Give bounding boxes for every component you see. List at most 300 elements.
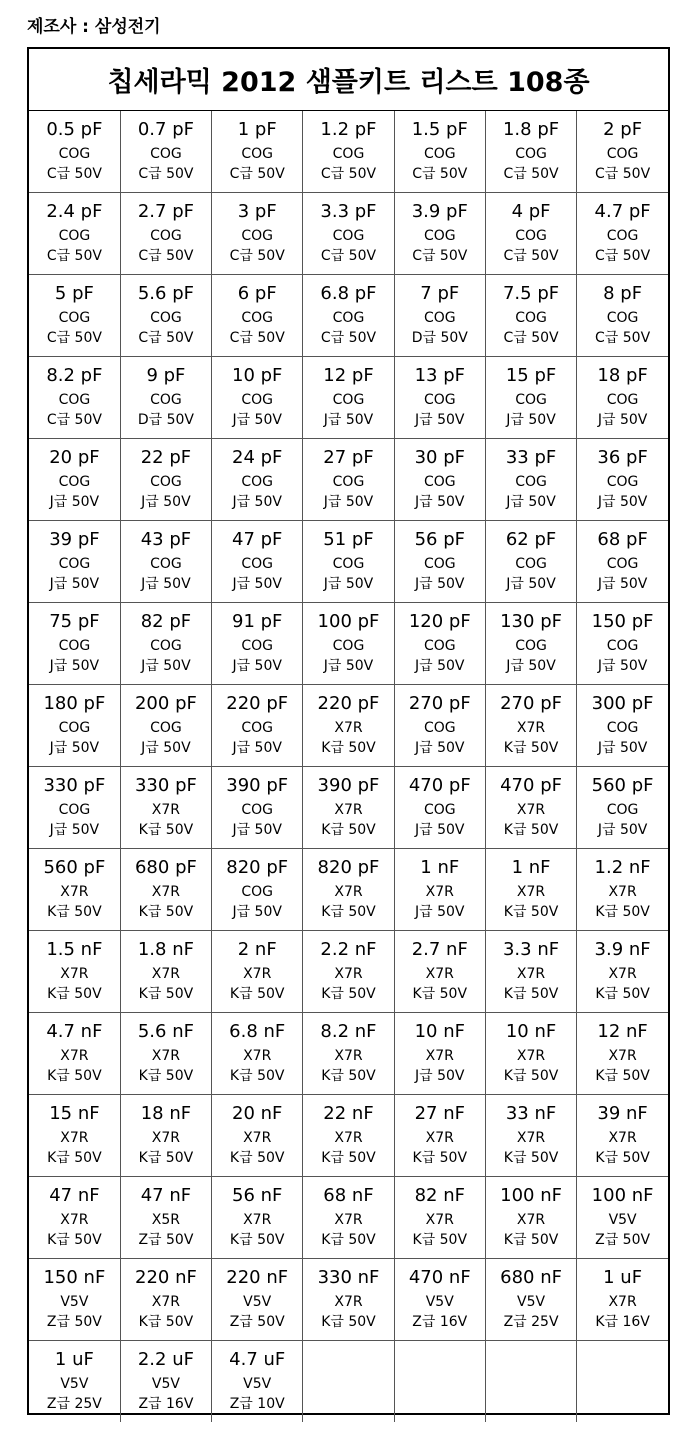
capacitance-value: 20 pF: [49, 447, 100, 468]
capacitor-cell: [303, 521, 394, 603]
capacitor-cell: [29, 603, 120, 685]
dielectric-type: X7R: [608, 884, 637, 900]
tolerance-voltage: K급 50V: [503, 986, 559, 1002]
capacitance-value: 56 nF: [232, 1185, 283, 1206]
tolerance-voltage: K급 50V: [138, 1068, 194, 1084]
capacitance-value: 82 pF: [140, 611, 192, 632]
tolerance-voltage: Z급 25V: [46, 1396, 102, 1412]
capacitor-cell: [303, 849, 394, 931]
dielectric-type: COG: [606, 228, 639, 244]
tolerance-voltage: J급 50V: [415, 412, 465, 428]
tolerance-voltage: K급 50V: [321, 1314, 376, 1330]
dielectric-type: COG: [515, 310, 547, 326]
capacitor-cell: [303, 1095, 394, 1177]
tolerance-voltage: C급 50V: [503, 166, 559, 182]
capacitor-cell: [120, 931, 211, 1013]
capacitance-value: 47 pF: [232, 529, 283, 550]
dielectric-type: X7R: [425, 884, 454, 900]
capacitor-cell: [212, 111, 303, 193]
capacitance-value: 2.7 pF: [137, 201, 194, 222]
capacitance-value: 27 pF: [323, 447, 374, 468]
capacitance-value: 1.2 pF: [320, 119, 377, 140]
dielectric-type: COG: [58, 474, 91, 490]
dielectric-type: COG: [606, 802, 639, 818]
capacitor-cell: [577, 439, 668, 521]
dielectric-type: X7R: [151, 1130, 181, 1146]
capacitor-cell: [303, 1177, 394, 1259]
grid-row: [29, 1259, 668, 1341]
capacitor-cell: [394, 357, 485, 439]
capacitor-cell: [212, 603, 303, 685]
dielectric-type: X7R: [60, 966, 89, 982]
capacitance-value: 4.7 pF: [594, 201, 651, 222]
grid-row: [29, 357, 668, 439]
tolerance-voltage: K급 50V: [138, 986, 194, 1002]
capacitance-value: 0.5 pF: [46, 119, 103, 140]
capacitance-value: 6 pF: [237, 283, 277, 304]
tolerance-voltage: C급 50V: [503, 330, 559, 346]
capacitance-value: 75 pF: [49, 611, 100, 632]
tolerance-voltage: C급 50V: [138, 330, 194, 346]
tolerance-voltage: D급 50V: [137, 412, 194, 428]
tolerance-voltage: K급 50V: [138, 822, 194, 838]
dielectric-type: X7R: [425, 1130, 454, 1146]
dielectric-type: COG: [606, 556, 639, 572]
capacitor-cell: [394, 439, 485, 521]
capacitance-value: 100 nF: [591, 1185, 654, 1206]
tolerance-voltage: J급 50V: [323, 658, 374, 674]
capacitor-cell: [485, 767, 576, 849]
tolerance-voltage: K급 50V: [503, 1232, 559, 1248]
capacitor-cell: [120, 767, 211, 849]
capacitance-value: 1 uF: [603, 1267, 643, 1288]
capacitor-cell: [303, 767, 394, 849]
capacitance-value: 1 uF: [54, 1349, 94, 1370]
tolerance-voltage: J급 50V: [415, 904, 465, 920]
capacitor-cell: [303, 603, 394, 685]
capacitance-value: 3.3 nF: [502, 939, 560, 960]
dielectric-type: COG: [423, 146, 456, 162]
capacitance-value: 27 nF: [414, 1103, 465, 1124]
dielectric-type: X7R: [334, 1294, 363, 1310]
capacitor-cell: [394, 1095, 485, 1177]
capacitance-value: 1 nF: [511, 857, 551, 878]
capacitance-value: 2.2 nF: [320, 939, 377, 960]
tolerance-voltage: K급 16V: [595, 1314, 650, 1330]
tolerance-voltage: J급 50V: [415, 494, 465, 510]
dielectric-type: X7R: [60, 1048, 89, 1064]
grid-row: [29, 1177, 668, 1259]
capacitance-value: 270 pF: [500, 693, 562, 714]
capacitor-cell: [577, 603, 668, 685]
dielectric-type: X7R: [334, 1048, 363, 1064]
capacitor-cell: [120, 1177, 211, 1259]
capacitance-value: 43 pF: [140, 529, 192, 550]
capacitance-value: 12 pF: [323, 365, 374, 386]
capacitor-cell: [485, 439, 576, 521]
tolerance-voltage: C급 50V: [46, 248, 102, 264]
capacitance-value: 470 nF: [408, 1267, 471, 1288]
capacitor-cell: [394, 603, 485, 685]
grid-row: [29, 685, 668, 767]
tolerance-voltage: C급 50V: [138, 248, 194, 264]
grid-row: [29, 767, 668, 849]
capacitance-value: 39 nF: [597, 1103, 648, 1124]
tolerance-voltage: K급 50V: [321, 740, 376, 756]
dielectric-type: X7R: [608, 966, 637, 982]
capacitor-cell: [485, 1013, 576, 1095]
dielectric-type: COG: [423, 802, 456, 818]
dielectric-type: COG: [150, 556, 182, 572]
dielectric-type: COG: [332, 638, 365, 654]
capacitance-value: 560 pF: [591, 775, 654, 796]
tolerance-voltage: K급 50V: [595, 986, 650, 1002]
tolerance-voltage: J급 50V: [49, 494, 100, 510]
tolerance-voltage: J급 50V: [506, 576, 556, 592]
tolerance-voltage: J급 50V: [49, 740, 100, 756]
tolerance-voltage: K급 50V: [229, 1150, 285, 1166]
dielectric-type: X7R: [425, 966, 454, 982]
capacitance-value: 4.7 nF: [46, 1021, 103, 1042]
capacitor-cell: [120, 1013, 211, 1095]
capacitor-cell: [120, 193, 211, 275]
tolerance-voltage: K급 50V: [47, 1068, 102, 1084]
capacitor-cell: [212, 849, 303, 931]
capacitance-value: 330 nF: [317, 1267, 380, 1288]
capacitance-value: 51 pF: [323, 529, 374, 550]
capacitance-value: 470 pF: [408, 775, 471, 796]
tolerance-voltage: J급 50V: [323, 576, 374, 592]
tolerance-voltage: J급 50V: [597, 412, 648, 428]
tolerance-voltage: C급 50V: [320, 166, 377, 182]
capacitance-value: 20 nF: [232, 1103, 283, 1124]
capacitance-value: 390 pF: [226, 775, 289, 796]
grid-row: [29, 111, 668, 193]
capacitor-cell: [394, 767, 485, 849]
capacitance-value: 36 pF: [597, 447, 648, 468]
capacitor-cell: [29, 767, 120, 849]
tolerance-voltage: J급 50V: [323, 494, 374, 510]
tolerance-voltage: J급 50V: [415, 576, 465, 592]
capacitance-value: 220 pF: [317, 693, 380, 714]
tolerance-voltage: K급 50V: [47, 1150, 102, 1166]
capacitor-cell: [577, 111, 668, 193]
dielectric-type: COG: [241, 392, 274, 408]
dielectric-type: X7R: [516, 802, 546, 818]
tolerance-voltage: Z급 50V: [595, 1232, 651, 1248]
capacitance-value: 150 nF: [43, 1267, 106, 1288]
capacitor-cell: [303, 1259, 394, 1341]
capacitor-cell: [29, 111, 120, 193]
capacitor-cell: [120, 1095, 211, 1177]
tolerance-voltage: C급 50V: [320, 248, 377, 264]
dielectric-type: COG: [515, 146, 547, 162]
dielectric-type: COG: [515, 228, 547, 244]
capacitor-cell: [29, 1177, 120, 1259]
capacitance-value: 4 pF: [511, 201, 551, 222]
dielectric-type: X7R: [60, 1130, 89, 1146]
capacitance-value: 5.6 nF: [137, 1021, 194, 1042]
dielectric-type: COG: [332, 392, 365, 408]
capacitance-value: 270 pF: [408, 693, 471, 714]
capacitor-cell: [212, 193, 303, 275]
dielectric-type: X7R: [243, 966, 272, 982]
dielectric-type: COG: [241, 310, 274, 326]
capacitor-cell: [303, 357, 394, 439]
capacitor-cell: [577, 193, 668, 275]
capacitor-cell: [577, 1177, 668, 1259]
tolerance-voltage: J급 50V: [506, 494, 556, 510]
tolerance-voltage: J급 50V: [597, 822, 648, 838]
tolerance-voltage: J급 50V: [415, 1068, 465, 1084]
dielectric-type: COG: [515, 474, 547, 490]
tolerance-voltage: J급 50V: [597, 494, 648, 510]
capacitance-value: 300 pF: [591, 693, 654, 714]
capacitance-value: 3.9 nF: [594, 939, 651, 960]
empty-cell: [394, 1341, 485, 1423]
capacitor-cell: [120, 685, 211, 767]
tolerance-voltage: K급 50V: [138, 904, 194, 920]
dielectric-type: X7R: [608, 1294, 637, 1310]
capacitor-cell: [303, 111, 394, 193]
tolerance-voltage: J급 50V: [232, 576, 282, 592]
capacitance-value: 390 pF: [317, 775, 380, 796]
capacitor-cell: [485, 849, 576, 931]
capacitor-cell: [212, 439, 303, 521]
dielectric-type: X7R: [243, 1130, 272, 1146]
capacitor-cell: [303, 931, 394, 1013]
dielectric-type: COG: [423, 228, 456, 244]
dielectric-type: X7R: [608, 1048, 637, 1064]
capacitance-value: 5.6 pF: [137, 283, 194, 304]
tolerance-voltage: J급 50V: [49, 658, 100, 674]
dielectric-type: X7R: [151, 1294, 181, 1310]
capacitor-cell: [29, 439, 120, 521]
capacitor-cell: [120, 849, 211, 931]
capacitor-cell: [212, 275, 303, 357]
tolerance-voltage: J급 50V: [232, 740, 282, 756]
capacitance-value: 1.5 nF: [46, 939, 103, 960]
capacitor-cell: [577, 931, 668, 1013]
tolerance-voltage: K급 50V: [503, 904, 559, 920]
tolerance-voltage: Z급 50V: [46, 1314, 102, 1330]
dielectric-type: X7R: [516, 1048, 546, 1064]
capacitance-value: 33 nF: [505, 1103, 557, 1124]
dielectric-type: X7R: [334, 966, 363, 982]
capacitance-value: 47 nF: [140, 1185, 192, 1206]
dielectric-type: X7R: [425, 1048, 454, 1064]
capacitance-value: 30 pF: [414, 447, 465, 468]
tolerance-voltage: K급 50V: [503, 740, 559, 756]
capacitance-value: 13 pF: [414, 365, 465, 386]
dielectric-type: V5V: [517, 1294, 546, 1310]
grid-row: [29, 193, 668, 275]
capacitance-value: 39 pF: [49, 529, 100, 550]
tolerance-voltage: J급 50V: [415, 822, 465, 838]
capacitance-value: 18 pF: [597, 365, 648, 386]
capacitor-cell: [303, 1013, 394, 1095]
dielectric-type: COG: [241, 146, 274, 162]
capacitor-cell: [120, 521, 211, 603]
capacitor-cell: [485, 193, 576, 275]
dielectric-type: X7R: [516, 1212, 546, 1228]
dielectric-type: COG: [423, 392, 456, 408]
capacitor-cell: [212, 767, 303, 849]
capacitor-cell: [120, 111, 211, 193]
capacitor-cell: [394, 849, 485, 931]
capacitance-value: 47 nF: [49, 1185, 100, 1206]
tolerance-voltage: K급 50V: [47, 986, 102, 1002]
capacitor-cell: [212, 1177, 303, 1259]
capacitance-value: 200 pF: [134, 693, 197, 714]
tolerance-voltage: K급 50V: [503, 1150, 559, 1166]
dielectric-type: X5R: [151, 1212, 181, 1228]
capacitance-value: 8.2 pF: [46, 365, 103, 386]
capacitor-cell: [394, 685, 485, 767]
capacitance-value: 1 pF: [237, 119, 277, 140]
capacitor-cell: [394, 1177, 485, 1259]
capacitor-cell: [212, 1095, 303, 1177]
capacitor-cell: [577, 685, 668, 767]
capacitor-cell: [485, 685, 576, 767]
tolerance-voltage: J급 50V: [141, 658, 191, 674]
capacitance-value: 1.5 pF: [411, 119, 468, 140]
dielectric-type: COG: [423, 556, 456, 572]
dielectric-type: X7R: [516, 1130, 546, 1146]
tolerance-voltage: K급 50V: [412, 986, 468, 1002]
capacitor-cell: [212, 685, 303, 767]
capacitance-value: 180 pF: [43, 693, 106, 714]
capacitor-cell: [29, 193, 120, 275]
tolerance-voltage: J급 50V: [232, 494, 282, 510]
tolerance-voltage: Z급 16V: [412, 1314, 468, 1330]
dielectric-type: X7R: [151, 1048, 181, 1064]
capacitance-value: 220 nF: [135, 1267, 197, 1288]
capacitance-value: 10 nF: [414, 1021, 465, 1042]
capacitor-cell: [29, 685, 120, 767]
dielectric-type: COG: [150, 228, 182, 244]
dielectric-type: X7R: [151, 966, 181, 982]
tolerance-voltage: K급 50V: [138, 1314, 194, 1330]
capacitance-value: 220 nF: [226, 1267, 289, 1288]
dielectric-type: COG: [241, 228, 274, 244]
capacitor-cell: [303, 685, 394, 767]
dielectric-type: COG: [606, 474, 639, 490]
capacitance-value: 15 nF: [49, 1103, 100, 1124]
dielectric-type: V5V: [243, 1294, 272, 1310]
tolerance-voltage: K급 50V: [321, 986, 376, 1002]
capacitance-value: 8.2 nF: [320, 1021, 377, 1042]
capacitance-value: 33 pF: [505, 447, 557, 468]
dielectric-type: V5V: [608, 1212, 637, 1228]
capacitor-cell: [394, 931, 485, 1013]
capacitor-cell: [303, 439, 394, 521]
capacitance-value: 1.8 nF: [137, 939, 194, 960]
capacitor-cell: [29, 1013, 120, 1095]
capacitor-cell: [303, 193, 394, 275]
capacitance-value: 7 pF: [420, 283, 460, 304]
dielectric-type: X7R: [425, 1212, 454, 1228]
capacitor-cell: [485, 111, 576, 193]
capacitor-cell: [485, 931, 576, 1013]
tolerance-voltage: C급 50V: [595, 166, 651, 182]
capacitor-cell: [212, 1341, 303, 1423]
empty-cell: [485, 1341, 576, 1423]
capacitance-value: 22 nF: [323, 1103, 374, 1124]
dielectric-type: COG: [423, 474, 456, 490]
tolerance-voltage: K급 50V: [321, 1232, 376, 1248]
tolerance-voltage: K급 50V: [321, 1150, 376, 1166]
dielectric-type: COG: [58, 228, 91, 244]
grid-row: [29, 931, 668, 1013]
dielectric-type: COG: [606, 310, 639, 326]
capacitance-value: 560 pF: [43, 857, 106, 878]
capacitor-cell: [485, 275, 576, 357]
dielectric-type: COG: [58, 638, 91, 654]
capacitance-value: 2.7 nF: [411, 939, 468, 960]
capacitor-cell: [29, 849, 120, 931]
capacitor-cell: [29, 1259, 120, 1341]
grid-row: [29, 1341, 668, 1423]
dielectric-type: COG: [58, 802, 91, 818]
tolerance-voltage: K급 50V: [503, 1068, 559, 1084]
capacitance-value: 2 nF: [237, 939, 277, 960]
tolerance-voltage: C급 50V: [229, 248, 285, 264]
tolerance-voltage: C급 50V: [46, 412, 102, 428]
capacitor-cell: [29, 1341, 120, 1423]
tolerance-voltage: J급 50V: [415, 740, 465, 756]
capacitor-cell: [485, 1095, 576, 1177]
capacitance-value: 820 pF: [226, 857, 289, 878]
dielectric-type: X7R: [243, 1048, 272, 1064]
capacitor-cell: [394, 1013, 485, 1095]
tolerance-voltage: J급 50V: [506, 658, 556, 674]
dielectric-type: V5V: [151, 1376, 180, 1392]
capacitance-value: 18 nF: [140, 1103, 192, 1124]
tolerance-voltage: K급 50V: [595, 904, 650, 920]
capacitance-value: 1 nF: [420, 857, 460, 878]
tolerance-voltage: C급 50V: [412, 248, 468, 264]
dielectric-type: X7R: [334, 884, 363, 900]
dielectric-type: COG: [332, 556, 365, 572]
tolerance-voltage: K급 50V: [595, 1068, 650, 1084]
dielectric-type: X7R: [151, 884, 181, 900]
dielectric-type: X7R: [608, 1130, 637, 1146]
capacitor-cell: [577, 767, 668, 849]
dielectric-type: COG: [241, 474, 274, 490]
capacitance-value: 24 pF: [232, 447, 283, 468]
capacitance-value: 2 pF: [603, 119, 643, 140]
dielectric-type: X7R: [516, 720, 546, 736]
empty-cell: [577, 1341, 668, 1423]
dielectric-type: COG: [58, 720, 91, 736]
tolerance-voltage: J급 50V: [49, 822, 100, 838]
capacitance-value: 68 pF: [597, 529, 648, 550]
capacitance-value: 91 pF: [232, 611, 283, 632]
capacitance-value: 9 pF: [146, 365, 186, 386]
dielectric-type: COG: [58, 146, 91, 162]
dielectric-type: X7R: [151, 802, 181, 818]
capacitance-value: 0.7 pF: [137, 119, 194, 140]
capacitor-cell: [577, 849, 668, 931]
capacitance-value: 5 pF: [54, 283, 94, 304]
tolerance-voltage: J급 50V: [232, 658, 282, 674]
dielectric-type: X7R: [516, 966, 546, 982]
dielectric-type: COG: [150, 310, 182, 326]
capacitance-value: 10 pF: [232, 365, 283, 386]
dielectric-type: X7R: [60, 1212, 89, 1228]
capacitance-value: 3.9 pF: [411, 201, 468, 222]
